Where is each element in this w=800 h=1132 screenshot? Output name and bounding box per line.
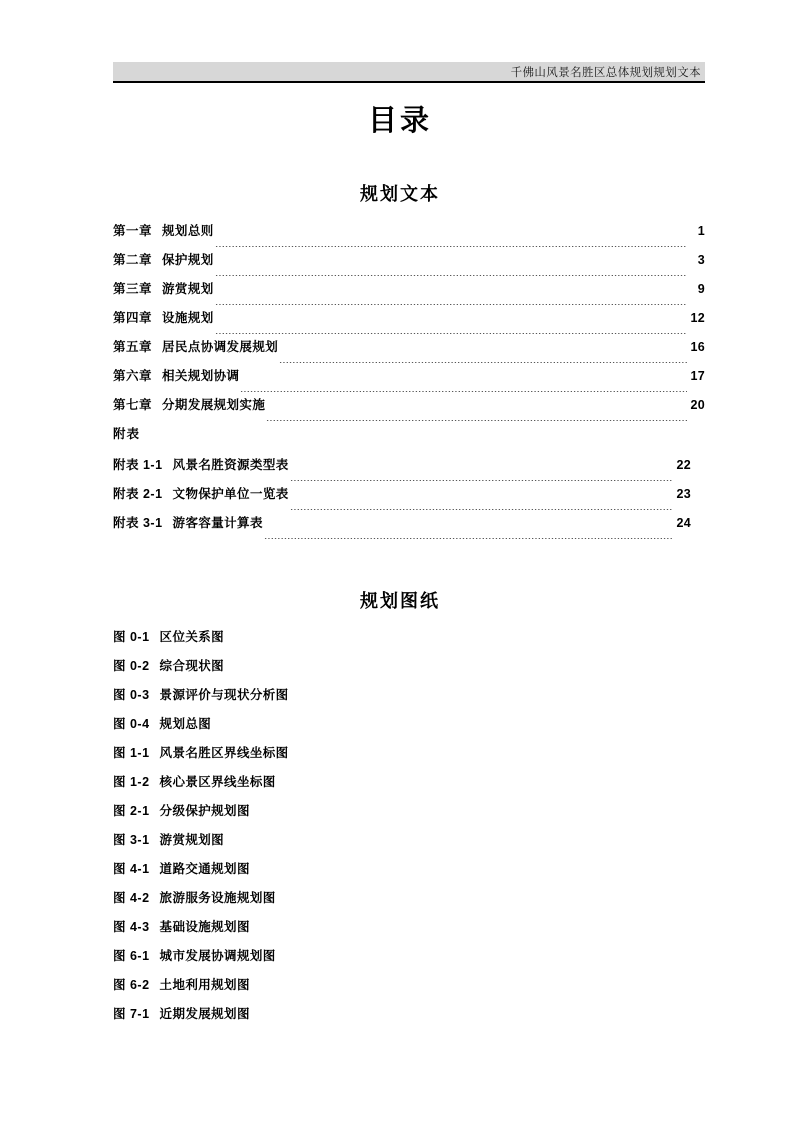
toc-chapter-row[interactable] [113,337,705,366]
toc-appendix-table-number: 附表 3-1 [113,516,163,530]
running-header-text: 千佛山风景名胜区总体规划规划文本 [510,66,701,79]
toc-chapter-label: 游赏规划 [162,282,214,296]
toc-chapter-number: 第七章 [113,398,153,412]
toc-drawing-row[interactable] [113,975,705,1004]
toc-drawing-number: 图 6-1 [113,949,150,963]
toc-chapter-page-number: 16 [690,340,705,354]
toc-drawing-number: 图 4-3 [113,920,150,934]
toc-drawing-row[interactable] [113,830,705,859]
toc-drawing-number: 图 0-3 [113,688,150,702]
toc-chapter-row[interactable] [113,279,705,308]
toc-drawing-number: 图 1-1 [113,746,150,760]
toc-chapter-number: 附表 [113,427,141,441]
toc-chapter-label: 分期发展规划实施 [162,398,266,412]
toc-appendix-table-number: 附表 2-1 [113,487,163,501]
toc-drawing-number: 图 0-2 [113,659,150,673]
dot-leader [215,246,687,247]
toc-chapter-row[interactable] [113,250,705,279]
toc-drawing-number: 图 0-4 [113,717,150,731]
toc-drawing-row[interactable] [113,772,705,801]
toc-drawing-number: 图 7-1 [113,1007,150,1021]
toc-chapter-page-number: 9 [697,282,705,296]
toc-drawing-number: 图 2-1 [113,804,150,818]
toc-drawing-row[interactable] [113,917,705,946]
header-divider-rule [113,81,705,83]
toc-chapter-label: 居民点协调发展规划 [162,340,279,354]
toc-chapter-label: 相关规划协调 [162,369,240,383]
toc-drawing-label: 旅游服务设施规划图 [159,891,276,905]
toc-chapter-label: 设施规划 [162,311,214,325]
toc-chapter-page-number: 3 [697,253,705,267]
toc-drawing-row[interactable] [113,714,705,743]
toc-appendix-table-row[interactable] [113,455,691,484]
dot-leader [215,333,687,334]
toc-drawing-label: 综合现状图 [159,659,225,673]
toc-drawing-row[interactable] [113,627,705,656]
toc-drawing-number: 图 4-2 [113,891,150,905]
dot-leader [264,538,673,539]
toc-drawing-label: 道路交通规划图 [159,862,250,876]
toc-drawing-number: 图 1-2 [113,775,150,789]
dot-leader [290,509,673,510]
toc-drawing-row[interactable] [113,1004,705,1033]
toc-drawing-row[interactable] [113,743,705,772]
toc-chapter-page-number: 17 [690,369,705,383]
toc-chapter-number: 第六章 [113,369,153,383]
toc-appendix-table-page-number: 24 [676,516,691,530]
toc-appendix-table-number: 附表 1-1 [113,458,163,472]
toc-appendix-table-page-number: 23 [676,487,691,501]
toc-chapter-row[interactable] [113,395,705,424]
toc-chapter-label: 规划总则 [162,224,214,238]
toc-chapter-row[interactable] [113,221,705,250]
toc-drawing-label: 基础设施规划图 [159,920,250,934]
toc-drawing-label: 核心景区界线坐标图 [159,775,276,789]
dot-leader [266,420,687,421]
toc-drawing-number: 图 6-2 [113,978,150,992]
toc-drawing-row[interactable] [113,801,705,830]
toc-appendix-table-row[interactable] [113,513,691,542]
toc-drawing-label: 城市发展协调规划图 [159,949,276,963]
toc-chapter-number: 第三章 [113,282,153,296]
toc-drawing-number: 图 4-1 [113,862,150,876]
page-title: 目录 [367,105,432,137]
toc-chapter-number: 第二章 [113,253,153,267]
toc-drawing-label: 分级保护规划图 [159,804,250,818]
toc-drawing-label: 规划总图 [159,717,212,731]
toc-drawing-row[interactable] [113,888,705,917]
toc-chapter-page-number: 1 [697,224,705,238]
section-heading-planning-drawings: 规划图纸 [360,591,440,611]
toc-chapter-number: 第四章 [113,311,153,325]
toc-chapter-label: 保护规划 [162,253,214,267]
toc-drawing-number: 图 0-1 [113,630,150,644]
toc-list-drawings [113,627,705,1033]
toc-chapter-row[interactable] [113,308,705,337]
toc-drawing-row[interactable] [113,685,705,714]
toc-chapter-row[interactable] [113,366,705,395]
toc-appendix-table-label: 文物保护单位一览表 [172,487,289,501]
toc-appendix-table-label: 游客容量计算表 [172,516,263,530]
toc-drawing-row[interactable] [113,946,705,975]
toc-drawing-label: 景源评价与现状分析图 [159,688,289,702]
toc-chapter-number: 第一章 [113,224,153,238]
toc-list-chapters [113,221,705,453]
toc-chapter-page-number: 20 [690,398,705,412]
toc-drawing-row[interactable] [113,859,705,888]
toc-drawing-row[interactable] [113,656,705,685]
toc-chapter-row[interactable] [113,424,705,453]
toc-appendix-table-label: 风景名胜资源类型表 [172,458,289,472]
dot-leader [215,275,687,276]
toc-appendix-table-page-number: 22 [676,458,691,472]
running-header-band [113,62,705,81]
dot-leader [290,480,673,481]
toc-list-appendix-tables [113,455,691,542]
toc-drawing-number: 图 3-1 [113,833,150,847]
dot-leader [215,304,687,305]
toc-drawing-label: 区位关系图 [159,630,225,644]
toc-appendix-table-row[interactable] [113,484,691,513]
dot-leader [240,391,687,392]
dot-leader [279,362,687,363]
toc-drawing-label: 游赏规划图 [159,833,225,847]
toc-drawing-label: 风景名胜区界线坐标图 [159,746,289,760]
toc-chapter-number: 第五章 [113,340,153,354]
section-heading-planning-text: 规划文本 [360,184,440,204]
toc-drawing-label: 近期发展规划图 [159,1007,250,1021]
toc-drawing-label: 土地利用规划图 [159,978,250,992]
toc-chapter-page-number: 12 [690,311,705,325]
